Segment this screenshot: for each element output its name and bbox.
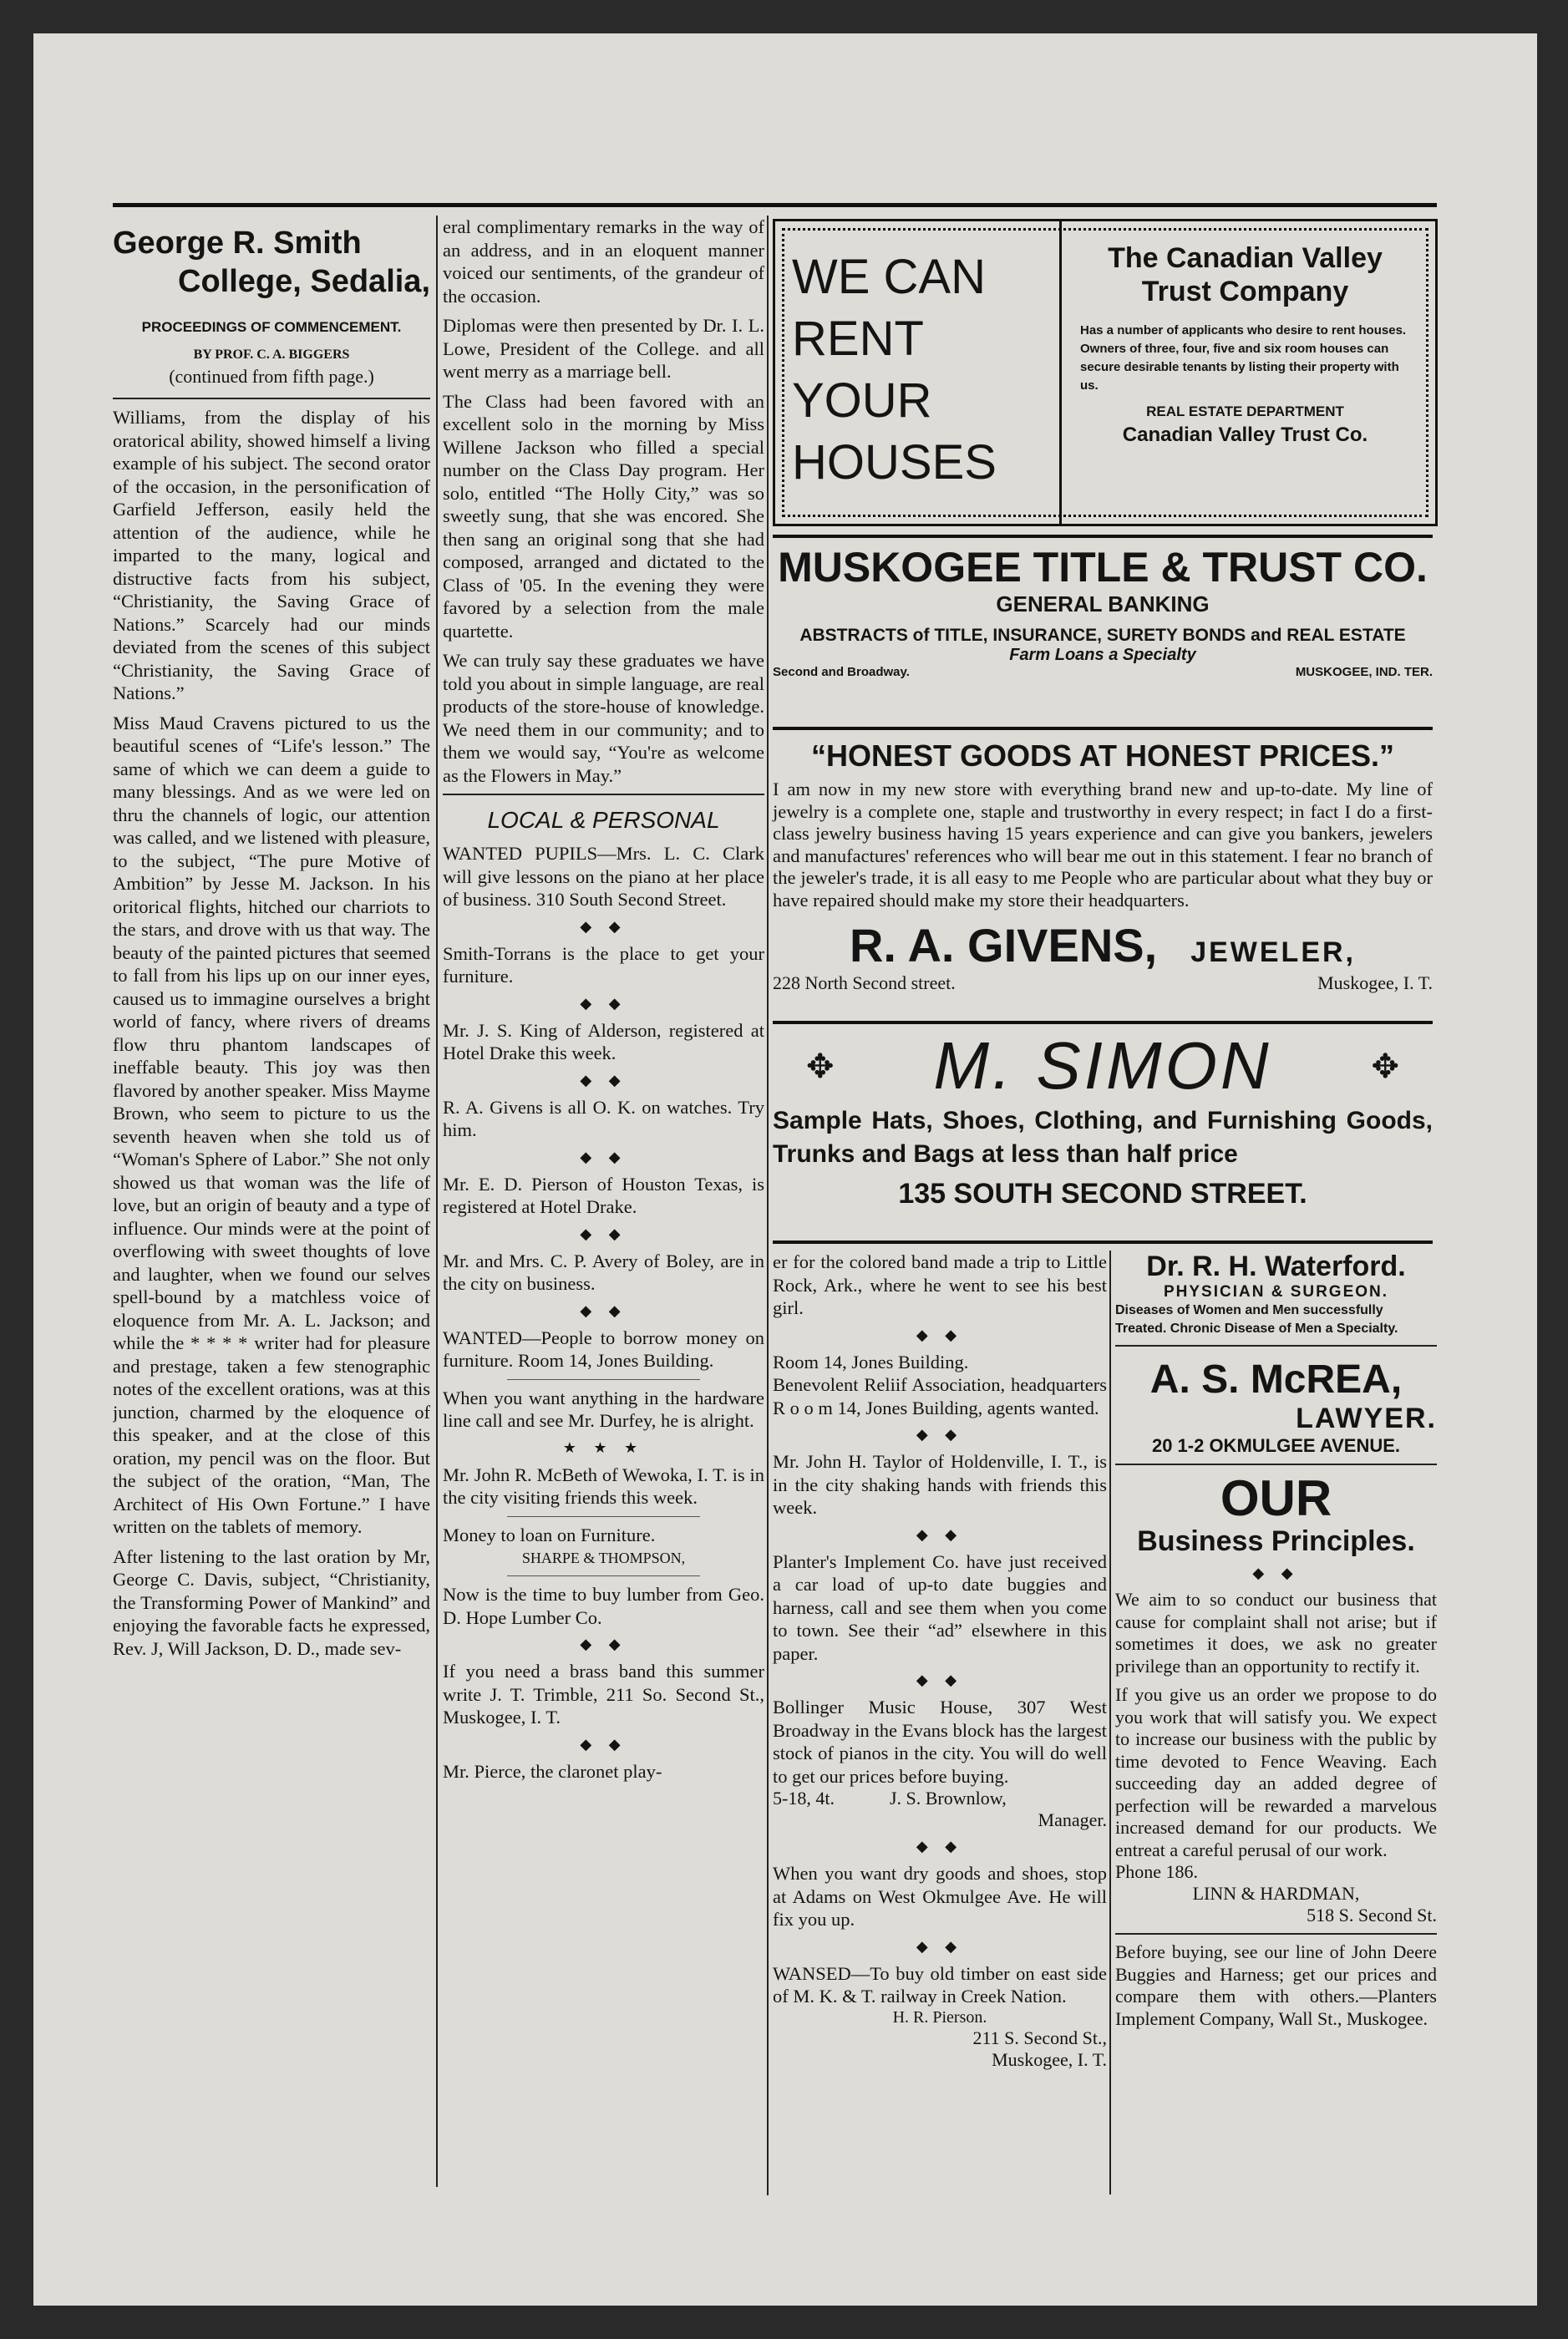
givens-trade: JEWELER, xyxy=(1190,936,1357,968)
local-item: If you need a brass band this summer write J. T. Trimble, 211 So. Second St., Muskogee, I. T. xyxy=(443,1661,764,1728)
article-paragraph: Williams, from the display of his oratorical ability, showed himself a living example of his subject. The second orator of the occasion, in the personification of Garfield Jefferson, easily held the attention of the audience, while he imparted to the many, logical and distructive facts from his subject, “Christianity, the Saving Grace of Nations.” Scarcely had our minds deviated from the scenes of this subject “Christianity, the Saving Grace of Nations.” xyxy=(113,407,430,703)
local-item: Mr. J. S. King of Alderson, registered at Hotel Drake this week. xyxy=(443,1019,764,1063)
local-item: WANTED—People to borrow money on furniture. Room 14, Jones Building. xyxy=(443,1327,764,1371)
we-can-line: YOUR xyxy=(792,373,932,428)
local-item: When you want dry goods and shoes, stop at Adams on West Okmulgee Ave. He will fix you up. xyxy=(773,1863,1107,1930)
subhead: PROCEEDINGS OF COMMENCEMENT. xyxy=(141,319,402,335)
pierson-address: 211 S. Second St., xyxy=(972,2027,1107,2048)
local-item: Now is the time to buy lumber from Geo. D. Hope Lumber Co. xyxy=(443,1584,764,1628)
we-can-rent-text xyxy=(792,246,1068,494)
diamond-separator: ◆ ◆ xyxy=(580,1148,627,1165)
star-separator: ★ ★ ★ xyxy=(562,1438,645,1456)
diamond-separator: ◆ ◆ xyxy=(580,994,627,1012)
diamond-separator: ◆ ◆ xyxy=(580,1735,627,1753)
givens-name-line xyxy=(773,918,1433,972)
simon-body: Sample Hats, Shoes, Clothing, and Furnishing Goods, Trunks and Bags at less than half price xyxy=(773,1107,1433,1168)
article-paragraph: Diplomas were then presented by Dr. I. L. Lowe, President of the College. and all went merry as a marriage bell. xyxy=(443,315,764,382)
diamond-separator: ◆ ◆ xyxy=(580,1636,627,1652)
ornament-icon: ✥ xyxy=(806,1047,835,1085)
ad-rule xyxy=(773,727,1433,730)
diamond-separator: ◆ ◆ xyxy=(580,917,627,935)
short-rule xyxy=(507,1379,700,1380)
lawyer-title: LAWYER. xyxy=(1296,1403,1437,1434)
diamond-separator: ◆ ◆ xyxy=(916,1525,964,1543)
abstracts-line: ABSTRACTS of TITLE, INSURANCE, SURETY BONDS and REAL ESTATE xyxy=(799,626,1406,645)
we-can-line: HOUSES xyxy=(792,435,997,490)
lawyer-name: A. S. McREA, xyxy=(1149,1357,1403,1402)
diamond-separator: ◆ ◆ xyxy=(580,1071,627,1088)
farm-loans: Farm Loans a Specialty xyxy=(1009,646,1196,664)
pierson-city: Muskogee, I. T. xyxy=(992,2048,1107,2070)
top-rule xyxy=(113,203,1437,207)
lawyer-address: 20 1-2 OKMULGEE AVENUE. xyxy=(1151,1435,1401,1456)
diamond-separator: ◆ ◆ xyxy=(916,1326,964,1343)
headline-line-2: College, Sedalia, xyxy=(178,264,430,299)
address-left: 228 North Second street. xyxy=(773,972,956,993)
column-2 xyxy=(443,216,764,2195)
local-item: Planter's Implement Co. have just received a car load of up-to date buggies and harness, call and see them when you come to town. See their “ad” elsewhere in this paper. xyxy=(773,1550,1107,1664)
divider xyxy=(113,398,430,399)
company-name: The Canadian Valley Trust Company xyxy=(1108,242,1383,307)
simon-name-line xyxy=(773,1027,1433,1104)
ornament-icon: ✥ xyxy=(1371,1047,1399,1085)
column-rule xyxy=(1109,1251,1111,2194)
local-personal-heading: LOCAL & PERSONAL xyxy=(487,807,720,833)
simon-name: M. SIMON xyxy=(933,1028,1272,1103)
divider xyxy=(443,794,764,795)
article-paragraph: Miss Maud Cravens pictured to us the beautiful scenes of “Life's lesson.” The same of which we can deem a guide to many blessings. And as we were led on thru the channels of logic, our attention was called, and we listened with pleasure, to the subject, “The pure Motive of Ambition” by Jesse M. Jackson. In his oritorical flights, hitched our charriots to the stars, and drove with us that way. The beauty of the painted pictures that seemed to fall from his lips up on our inner eyes, caused us to immagine ourselves a bright world of fancy, where rivers of dreams flow thru phantom landscapes of ineffable beauty. This joy was then flavored by another speaker. Miss Mayme Brown, who seem to picture to us the seventh heaven when she told us of “Woman's Sphere of Labor.” She not only showed us that woman was the life of love, but an origin of beauty and a type of influence. Our minds were at the point of overflowing with sweet thoughts of love and laughter, when we found our selves spell-bound by a matchless voice of eloquence from Mr. A. L. Jackson; and while the * * * * writer had for pleasure and prestage, taken a few stenographic notes of the excellent orations, was at this junction, charmed by the eloquence of this speaker, and at the close of this oration, my pencil was on the floor. But the subject of the oration, “Man, The Architect of His Own Fortune.” I have written on the tablets of memory. xyxy=(113,712,430,1537)
article-paragraph: We can truly say these graduates we have told you about in simple language, are real products of the store-house of knowledge. We need them in our community; and to them we would say, “You're as welcome as the Flowers in May.” xyxy=(443,650,764,786)
doctor-title: PHYSICIAN & SURGEON. xyxy=(1163,1283,1389,1301)
ad-m-simon xyxy=(773,1027,1433,1210)
diamond-separator: ◆ ◆ xyxy=(1252,1565,1300,1581)
principles-paragraph: If you give us an order we propose to do you work that will satisfy you. We expect to increase our business with the public by time devoted to Fence Weaving. Each succeeding day an added degree of perfection will be rewarded a marvelous increased demand for our products. We entreat a careful perusal of our work. xyxy=(1115,1684,1437,1860)
local-item: Mr. John H. Taylor of Holdenville, I. T., is in the city shaking hands with friends this week. xyxy=(773,1451,1107,1518)
ad-rent-houses xyxy=(773,219,1438,526)
diamond-separator: ◆ ◆ xyxy=(916,1672,964,1688)
headline-line-1: George R. Smith xyxy=(113,226,362,261)
canadian-valley-block xyxy=(1080,241,1410,447)
company-description: Has a number of applicants who desire to rent houses. Owners of three, four, five and six room houses can secure desirable tenants by listing their property with us. xyxy=(1080,323,1407,393)
column-4 xyxy=(1115,1251,1437,2194)
divider xyxy=(1115,1464,1437,1465)
address-left: Second and Broadway. xyxy=(773,665,910,679)
local-item: Mr. John R. McBeth of Wewoka, I. T. is in the city visiting friends this week. xyxy=(443,1464,764,1508)
diamond-separator: ◆ ◆ xyxy=(916,1426,964,1443)
local-item: Smith-Torrans is the place to get your furniture. xyxy=(443,942,764,987)
local-item: Benevolent Reliif Association, headquarters R o o m 14, Jones Building, agents wanted. xyxy=(773,1374,1107,1418)
ad-givens-jeweler xyxy=(773,735,1433,994)
local-item: When you want anything in the hardware line call and see Mr. Durfey, he is alright. xyxy=(443,1387,764,1431)
column-1 xyxy=(113,216,430,2187)
linn-address: 518 S. Second St. xyxy=(1307,1905,1437,1925)
doctor-description: Diseases of Women and Men successfully Treated. Chronic Disease of Men a Specialty. xyxy=(1115,1303,1398,1336)
principles-paragraph: We aim to so conduct our business that cause for complaint shall not arise; but if sometimes it does, we ask no greater privilege than an opportunity to rectify it. xyxy=(1115,1589,1437,1677)
title-address xyxy=(773,665,1433,679)
local-item: Room 14, Jones Building. xyxy=(773,1351,969,1372)
local-item: WANSED—To buy old timber on east side of M. K. & T. railway in Creek Nation. xyxy=(773,1962,1107,2007)
givens-address xyxy=(773,972,1433,994)
ad-rule xyxy=(773,535,1433,538)
diamond-separator: ◆ ◆ xyxy=(916,1838,964,1854)
column-rule xyxy=(436,216,438,2187)
divider xyxy=(1115,1933,1437,1935)
short-rule xyxy=(507,1516,700,1517)
bollinger-signature: 5-18, 4t. J. S. Brownlow, xyxy=(773,1788,1007,1809)
local-item: WANTED PUPILS—Mrs. L. C. Clark will give lessons on the piano at her place of business. 310 South Second Street. xyxy=(443,843,764,910)
linn-hardman: LINN & HARDMAN, xyxy=(1192,1883,1360,1904)
department: REAL ESTATE DEPARTMENT xyxy=(1146,403,1344,419)
column-rule xyxy=(767,216,769,2195)
short-rule xyxy=(507,1575,700,1576)
diamond-separator: ◆ ◆ xyxy=(916,1937,964,1955)
givens-body: I am now in my new store with everything brand new and up-to-date. My line of jewelry is a complete one, staple and trustworthy in every respect; in fact I do a first-class jewelry business having 15 years experience and can give you bankers, jewelers and manufactures' references who will bear me out in this statement. I fear no branch of the jeweler's trade, it is all easy to me People who are particular about what they buy or have repaired should make my store their headquarters. xyxy=(773,779,1433,911)
we-can-line: WE CAN xyxy=(792,250,986,304)
local-item: Money to loan on Furniture. xyxy=(443,1524,656,1545)
signature: SHARPE & THOMPSON, xyxy=(521,1550,686,1566)
phone-number: Phone 186. xyxy=(1115,1861,1198,1882)
local-item: R. A. Givens is all O. K. on watches. Try him. xyxy=(443,1096,764,1140)
doctor-name: Dr. R. H. Waterford. xyxy=(1146,1251,1406,1282)
local-item: Mr. and Mrs. C. P. Avery of Boley, are in the city on business. xyxy=(443,1250,764,1294)
honest-goods-heading: “HONEST GOODS AT HONEST PRICES.” xyxy=(810,738,1395,773)
local-item: er for the colored band made a trip to Little Rock, Ark., where he went to see his best girl. xyxy=(773,1251,1107,1318)
simon-street: 135 SOUTH SECOND STREET. xyxy=(898,1178,1307,1210)
business-principles-heading: Business Principles. xyxy=(1137,1525,1415,1557)
local-item: Mr. E. D. Pierson of Houston Texas, is registered at Hotel Drake. xyxy=(443,1173,764,1217)
local-item: Bollinger Music House, 307 West Broadway in the Evans block has the largest stock of pianos in the city. You will do well to get our prices before buying. xyxy=(773,1697,1107,1787)
company-name-2: Canadian Valley Trust Co. xyxy=(1122,424,1368,446)
givens-name: R. A. GIVENS, xyxy=(849,919,1158,972)
byline: BY PROF. C. A. BIGGERS xyxy=(193,348,350,362)
article-paragraph: The Class had been favored with an excellent solo in the morning by Miss Willene Jackson who filled a special number on the Class Day program. Her solo, entitled “The Holly City,” was so sweetly sung, that she was encored. She then sang an original song that she had composed, arranged and dictated to the Class of '05. In the evening they were favored by a selection from the male quartette. xyxy=(443,390,764,642)
local-item: Mr. Pierce, the claronet play- xyxy=(443,1760,662,1782)
divider xyxy=(1115,1345,1437,1347)
article-paragraph: After listening to the last oration by Mr, George C. Davis, subject, “Christianity, the Transforming Power of Mankind” and enjoying the favorable facts he expressed, Rev. J, Will Jackson, D. D., made sev- xyxy=(113,1545,430,1659)
address-right: Muskogee, I. T. xyxy=(1317,972,1433,993)
continued-note: (continued from fifth page.) xyxy=(169,366,374,387)
column-3 xyxy=(773,1251,1107,2194)
pierson-name: H. R. Pierson. xyxy=(892,2007,987,2027)
our-heading: OUR xyxy=(1220,1470,1332,1526)
bollinger-title: Manager. xyxy=(1038,1809,1107,1830)
ad-rule xyxy=(773,1241,1433,1244)
article-paragraph: eral complimentary remarks in the way of an address, and in an eloquent manner voiced our sentiments, of the grandeur of the occasion. xyxy=(443,216,764,307)
ad-rule xyxy=(773,1021,1433,1024)
diamond-separator: ◆ ◆ xyxy=(580,1301,627,1319)
ad-divider xyxy=(1059,221,1062,524)
address-right: MUSKOGEE, IND. TER. xyxy=(1295,665,1433,679)
diamond-separator: ◆ ◆ xyxy=(580,1225,627,1242)
ad-muskogee-title xyxy=(773,543,1433,679)
general-banking: GENERAL BANKING xyxy=(996,591,1210,616)
title-company-name: MUSKOGEE TITLE & TRUST CO. xyxy=(778,544,1428,591)
deere-ad: Before buying, see our line of John Deere Buggies and Harness; get our prices and compare them with others.—Planters Implement Company, Wall St., Muskogee. xyxy=(1115,1941,1437,2029)
we-can-line: RENT xyxy=(792,312,924,366)
